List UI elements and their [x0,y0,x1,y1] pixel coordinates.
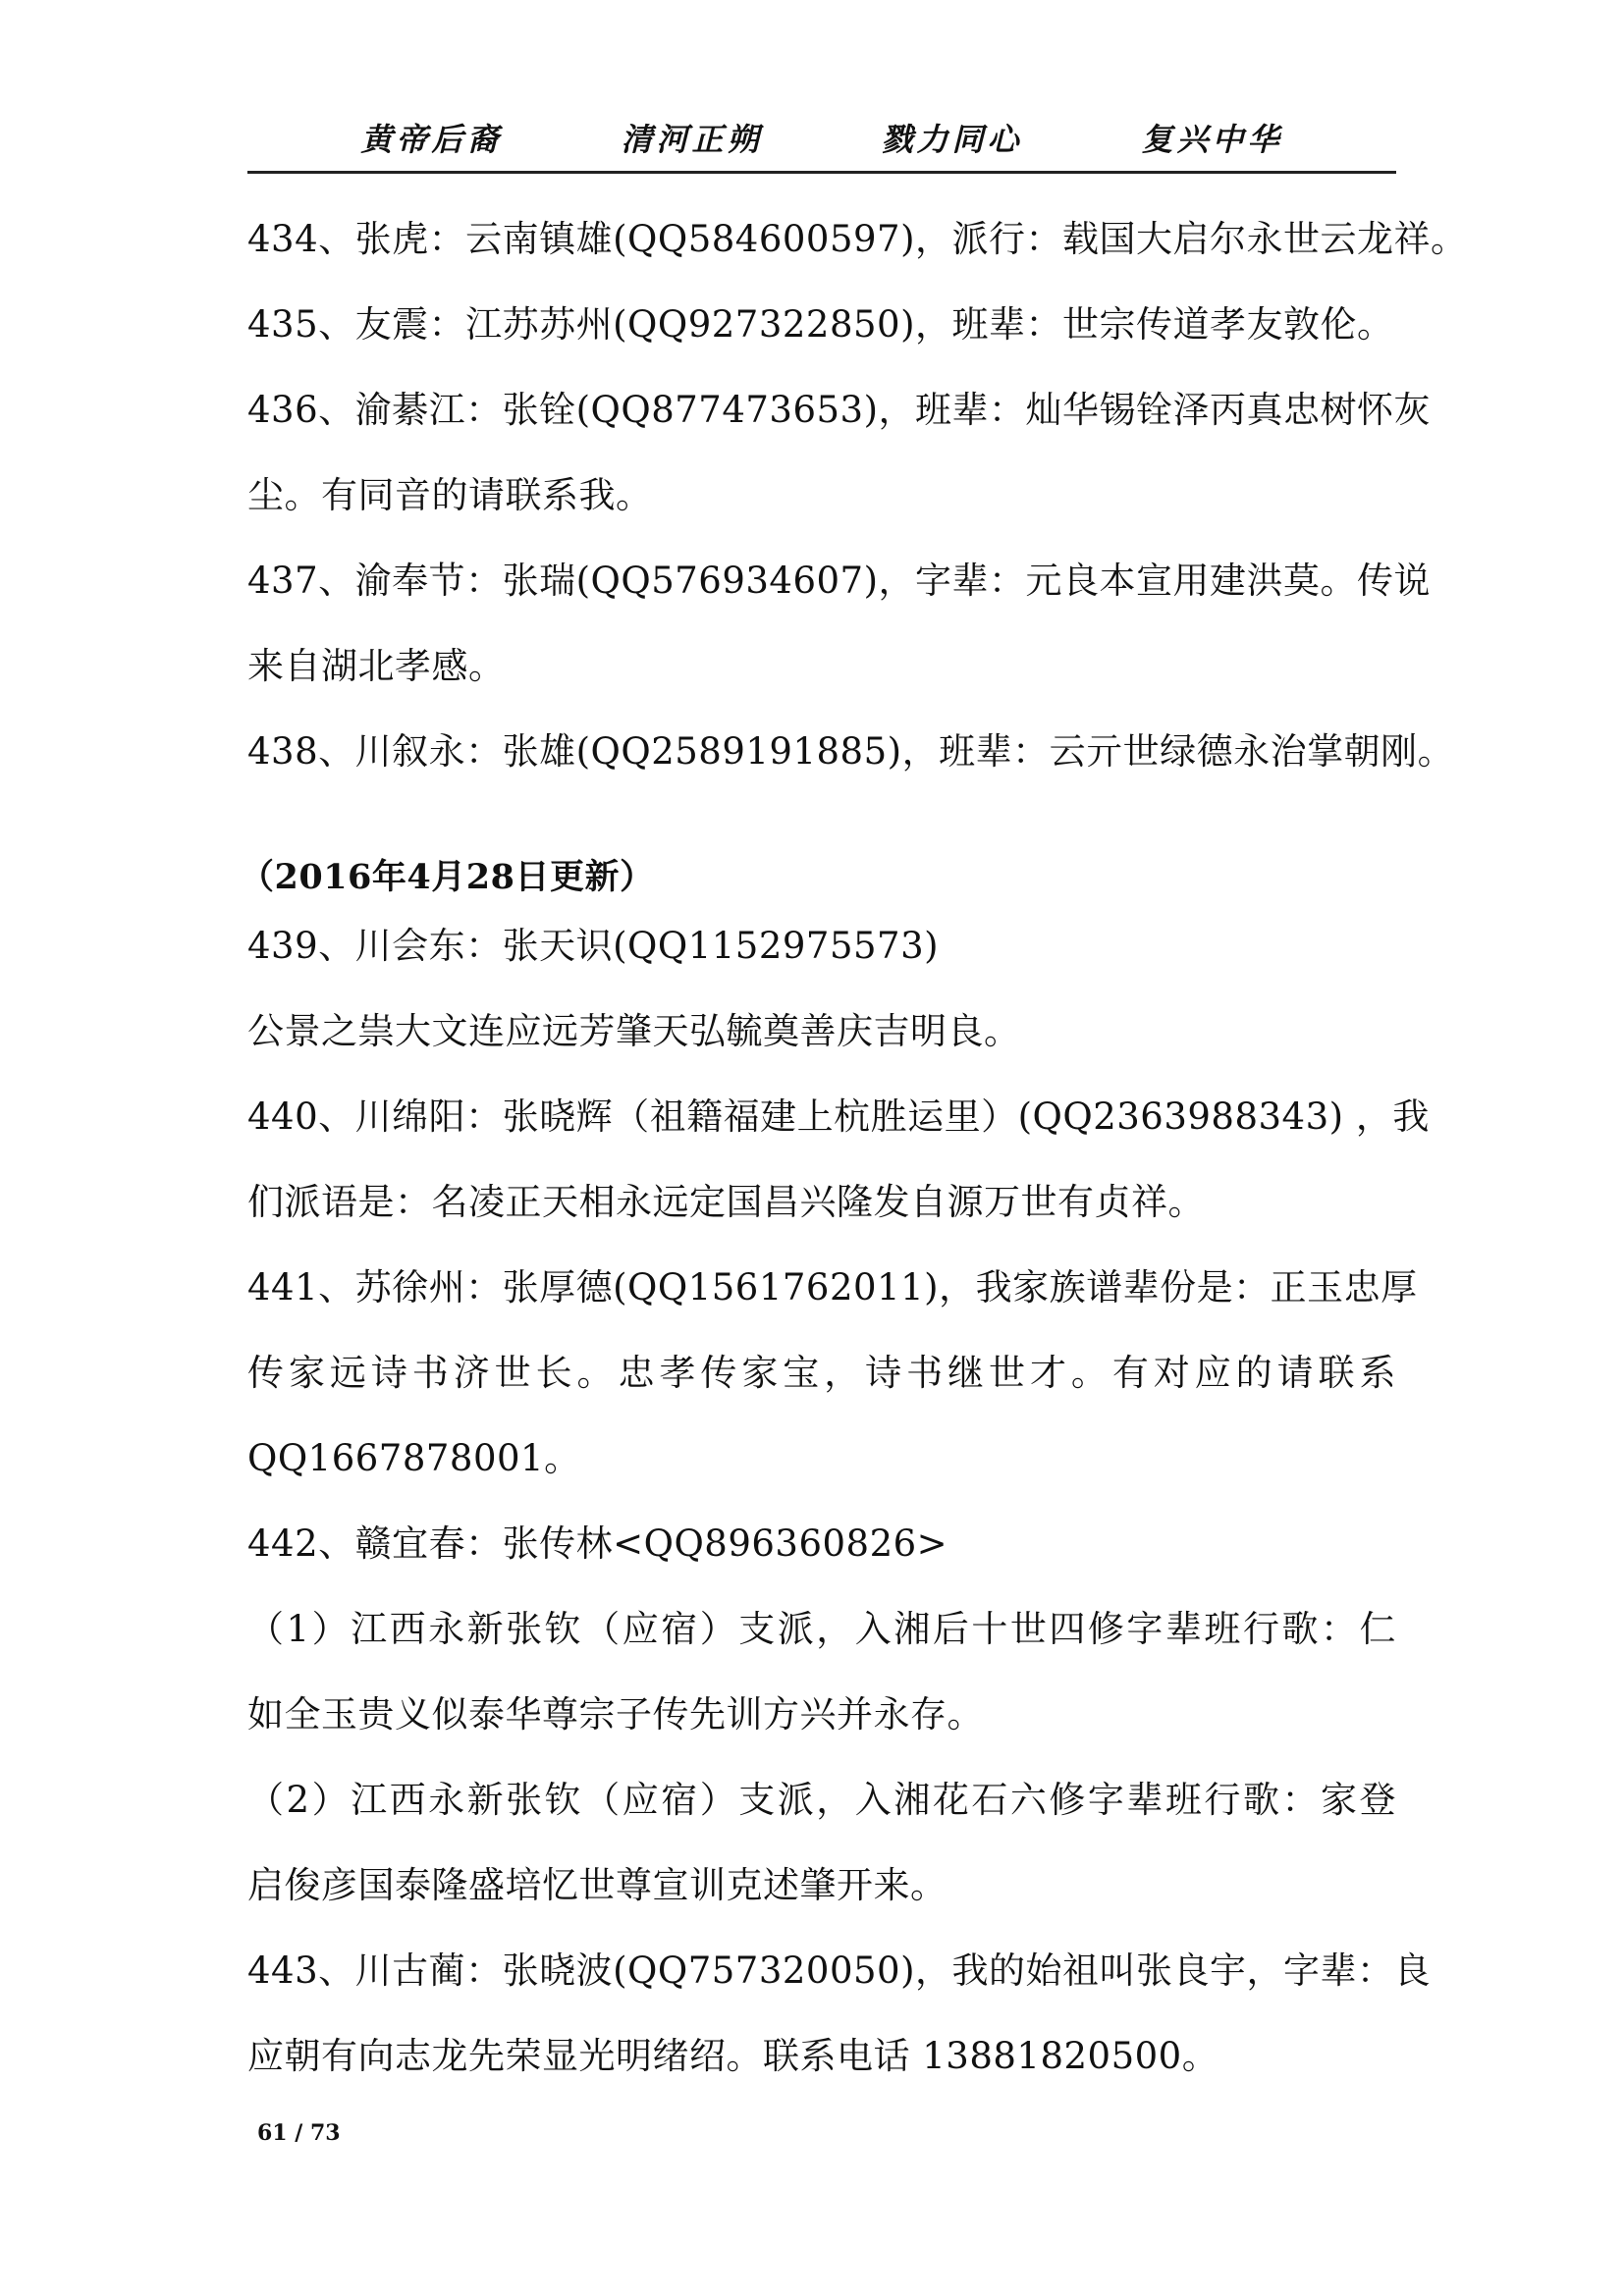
entry-442-line-4: （2）江西永新张钦（应宿）支派，入湘花石六修字辈班行歌：家登 [247,1779,1396,1821]
entry-439-line-1: 439、川会东：张天识(QQ1152975573) [247,925,940,967]
header-mottos [247,116,1396,163]
entry-437-line-2: 来自湖北孝感。 [247,645,506,687]
header-motto-2: 清河正朔 [621,121,763,158]
entry-435: 435、友震：江苏苏州(QQ927322850)，班辈：世宗传道孝友敦伦。 [247,303,1394,346]
entry-439-line-2: 公景之祟大文连应远芳肇天弘毓奠善庆吉明良。 [247,1010,1021,1052]
entry-436-line-1: 436、渝綦江：张铨(QQ877473653)，班辈：灿华锡铨泽丙真忠树怀灰 [247,389,1432,431]
entry-441-line-2: 传家远诗书济世长。忠孝传家宝，诗书继世才。有对应的请联系 [247,1352,1396,1394]
header-motto-4: 复兴中华 [1141,121,1283,158]
header-motto-1: 黄帝后裔 [360,121,503,158]
entry-434: 434、张虎：云南镇雄(QQ584600597)，派行：载国大启尔永世云龙祥。 [247,218,1468,260]
entry-438: 438、川叙永：张雄(QQ2589191885)，班辈：云亓世绿德永治掌朝刚。 [247,730,1455,773]
entry-441-line-3: QQ1667878001。 [247,1437,581,1479]
update-heading: （2016年4月28日更新） [240,857,655,897]
entry-443-line-2: 应朝有向志龙先荣显光明绪绍。联系电话 13881820500。 [247,2035,1219,2077]
entry-436-line-2: 尘。有同音的请联系我。 [247,474,653,516]
entry-442-line-2: （1）江西永新张钦（应宿）支派，入湘后十世四修字辈班行歌：仁 [247,1608,1396,1650]
entry-437-line-1: 437、渝奉节：张瑞(QQ576934607)，字辈：元良本宣用建洪莫。传说 [247,560,1432,602]
entry-440-line-2: 们派语是：名凌正天相永远定国昌兴隆发自源万世有贞祥。 [247,1181,1205,1223]
header-motto-3: 戮力同心 [881,121,1023,158]
entry-443-line-1: 443、川古蔺：张晓波(QQ757320050)，我的始祖叫张良宇，字辈：良 [247,1949,1432,1992]
entry-442-line-5: 启俊彦国泰隆盛培忆世尊宣训克述肇开来。 [247,1864,947,1906]
entry-441-line-1: 441、苏徐州：张厚德(QQ1561762011)，我家族谱辈份是：正玉忠厚 [247,1266,1418,1308]
entry-440-line-1: 440、川绵阳：张晓辉（祖籍福建上杭胜运里）(QQ2363988343) ，我 [247,1095,1430,1138]
entry-442-line-3: 如全玉贵义似泰华尊宗子传先训方兴并永存。 [247,1693,984,1735]
page-number: 61 / 73 [257,2120,341,2146]
entry-442-line-1: 442、赣宜春：张传林<QQ896360826> [247,1522,948,1565]
page-header [247,116,1396,174]
